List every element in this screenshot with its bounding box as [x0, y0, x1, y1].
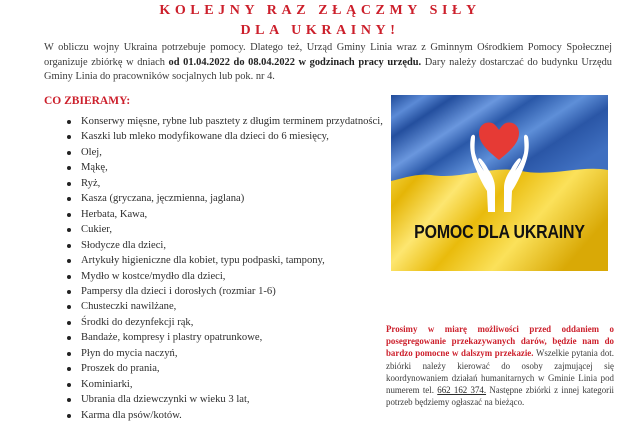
intro-text-before: W obliczu wojny Ukraina potrzebuje pomocy. Dlatego też, Urząd Gminy Linia wraz z Gminnym Ośrodkiem Pomocy Społecznej organizuje zbiórkę w dniach [44, 42, 612, 68]
list-item: Ryż, [60, 176, 390, 191]
list-item: Artykuły higieniczne dla kobiet, typu podpaski, tampony, [60, 253, 390, 268]
list-item: Środki do dezynfekcji rąk, [60, 315, 390, 330]
intro-dates: od 01.04.2022 do 08.04.2022 w godzinach pracy urzędu. [168, 56, 422, 68]
intro-paragraph [44, 41, 612, 85]
phone-number[interactable]: 662 162 374. [437, 385, 487, 396]
list-item: Proszek do prania, [60, 361, 390, 376]
list-item: Mąkę, [60, 160, 390, 175]
list-item: Kominiarki, [60, 377, 390, 392]
intro-text-after: Dary należy dostarczać do budynku Urzędu Gminy Linia do pracowników socjalnych lub pok. nr 4. [44, 56, 612, 82]
list-item: Kasza (gryczana, jęczmienna, jaglana) [60, 191, 390, 206]
list-item: Płyn do mycia naczyń, [60, 346, 390, 361]
list-item: Cukier, [60, 222, 390, 237]
notice-text-after-phone: Następne zbiórki z innej kategorii potrzeb będziemy ogłaszać na bieżąco. [386, 385, 615, 408]
notice-paragraph [386, 323, 614, 408]
ukraine-flag-icon [391, 95, 608, 271]
list-item: Kaszki lub mleko modyfikowane dla dzieci do 6 miesięcy, [60, 129, 390, 144]
list-item: Mydło w kostce/mydło dla dzieci, [60, 269, 390, 284]
collection-list [60, 114, 390, 423]
list-item: Ubrania dla dziewczynki w wieku 3 lat, [60, 392, 390, 407]
title-line-1: KOLEJNY RAZ ZŁĄCZMY SIŁY [159, 3, 481, 18]
ukraine-flag-image [391, 95, 608, 271]
list-item: Herbata, Kawa, [60, 207, 390, 222]
list-item: Karma dla psów/kotów. [60, 408, 390, 423]
notice-request: Prosimy w miarę możliwości przed oddaniem o posegregowanie przekazywanych darów, będzie nam do bardzo pomocne w dalszym przekazie. [386, 324, 614, 359]
list-item: Pampersy dla dzieci i dorosłych (rozmiar 1-6) [60, 284, 390, 299]
flag-caption: POMOC DLA UKRAINY [414, 221, 585, 242]
list-item: Olej, [60, 145, 390, 160]
list-item: Bandaże, kompresy i plastry opatrunkowe, [60, 330, 390, 345]
list-item: Słodycze dla dzieci, [60, 238, 390, 253]
list-item: Konserwy mięsne, rybne lub pasztety z długim terminem przydatności, [60, 114, 390, 129]
list-item: Chusteczki nawilżane, [60, 299, 390, 314]
collection-heading: CO ZBIERAMY: [44, 95, 131, 107]
title-line-2: DLA UKRAINY! [240, 23, 400, 38]
notice-text-before-phone: Wszelkie pytania dot. zbiórki należy kierować do osoby zajmującej się koordynowaniem działań humanitarnych w Gminie Linia pod numerem tel. [386, 348, 614, 396]
